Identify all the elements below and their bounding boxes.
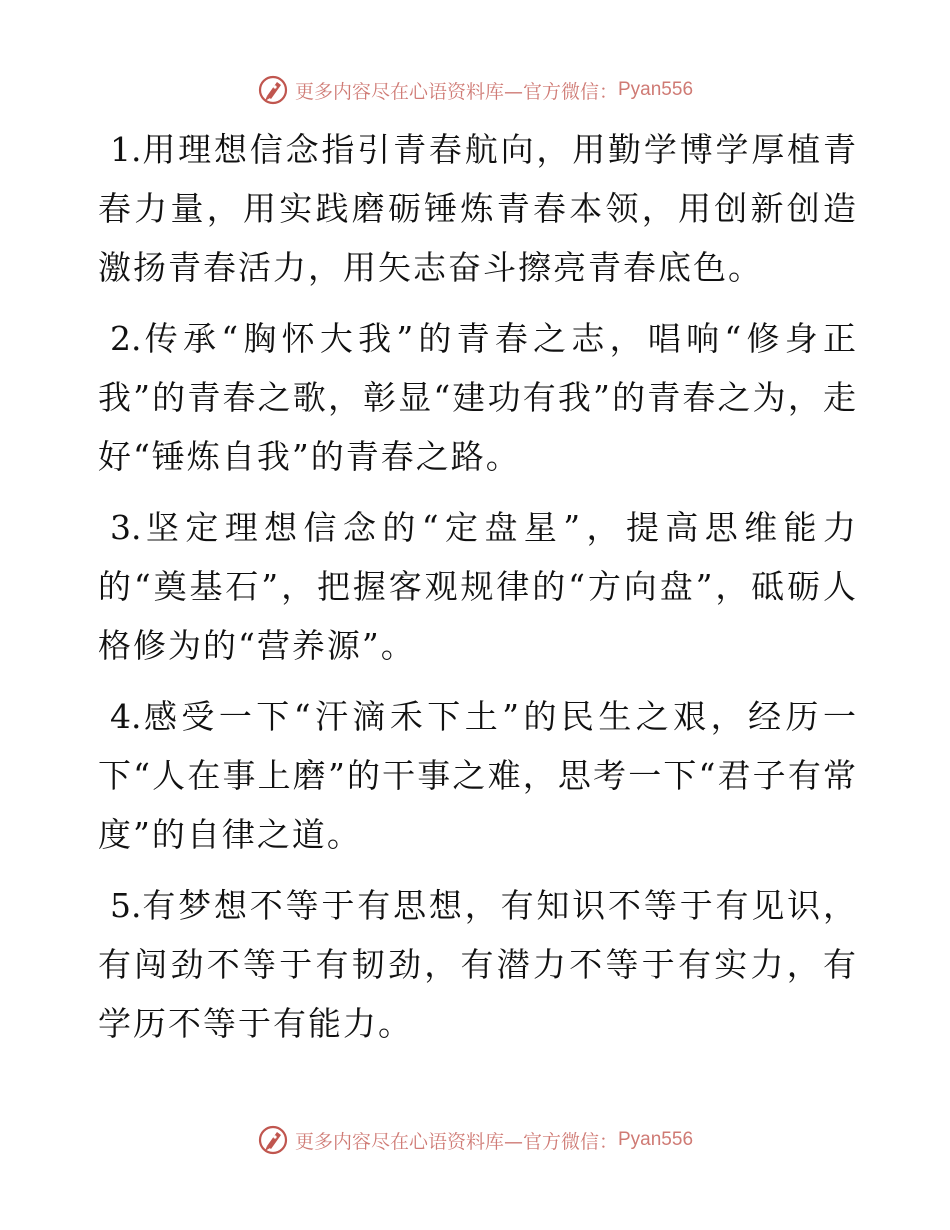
paragraph-5 [98,876,858,1053]
paragraph-number: 4. [110,697,142,736]
paragraph-text: 用理想信念指引青春航向，用勤学博学厚植青春力量，用实践磨砺锤炼青春本领，用创新创造激扬青春活力，用矢志奋斗擦亮青春底色。 [98,130,858,287]
paragraph-text: 传承“胸怀大我”的青春之志，唱响“修身正我”的青春之歌，彰显“建功有我”的青春之为，走好“锤炼自我”的青春之路。 [98,319,858,476]
paragraph-4 [98,687,858,864]
paragraph-2 [98,309,858,486]
paragraph-text: 感受一下“汗滴禾下土”的民生之艰，经历一下“人在事上磨”的干事之难，思考一下“君子有常度”的自律之道。 [98,697,858,854]
paragraph-number: 2. [110,319,142,358]
document-body [98,120,858,1065]
paragraph-number: 5. [110,886,142,925]
footer-wechat-id: Pyan556 [618,1129,694,1150]
paragraph-number: 1. [110,130,142,169]
pen-nib-logo-icon [257,74,289,106]
paragraph-3 [98,498,858,675]
header-wechat-id: Pyan556 [618,79,694,100]
paragraph-number: 3. [110,508,142,547]
paragraph-1 [98,120,858,297]
paragraph-text: 有梦想不等于有思想，有知识不等于有见识，有闯劲不等于有韧劲，有潜力不等于有实力，有学历不等于有能力。 [98,886,858,1043]
header-banner [0,70,950,110]
header-text: 更多内容尽在心语资料库—官方微信： [294,80,618,103]
footer-text: 更多内容尽在心语资料库—官方微信： [294,1130,618,1153]
pen-nib-logo-icon [257,1124,289,1156]
paragraph-text: 坚定理想信念的“定盘星”，提高思维能力的“奠基石”，把握客观规律的“方向盘”，砥砺人格修为的“营养源”。 [98,508,858,665]
footer-banner [0,1120,950,1160]
